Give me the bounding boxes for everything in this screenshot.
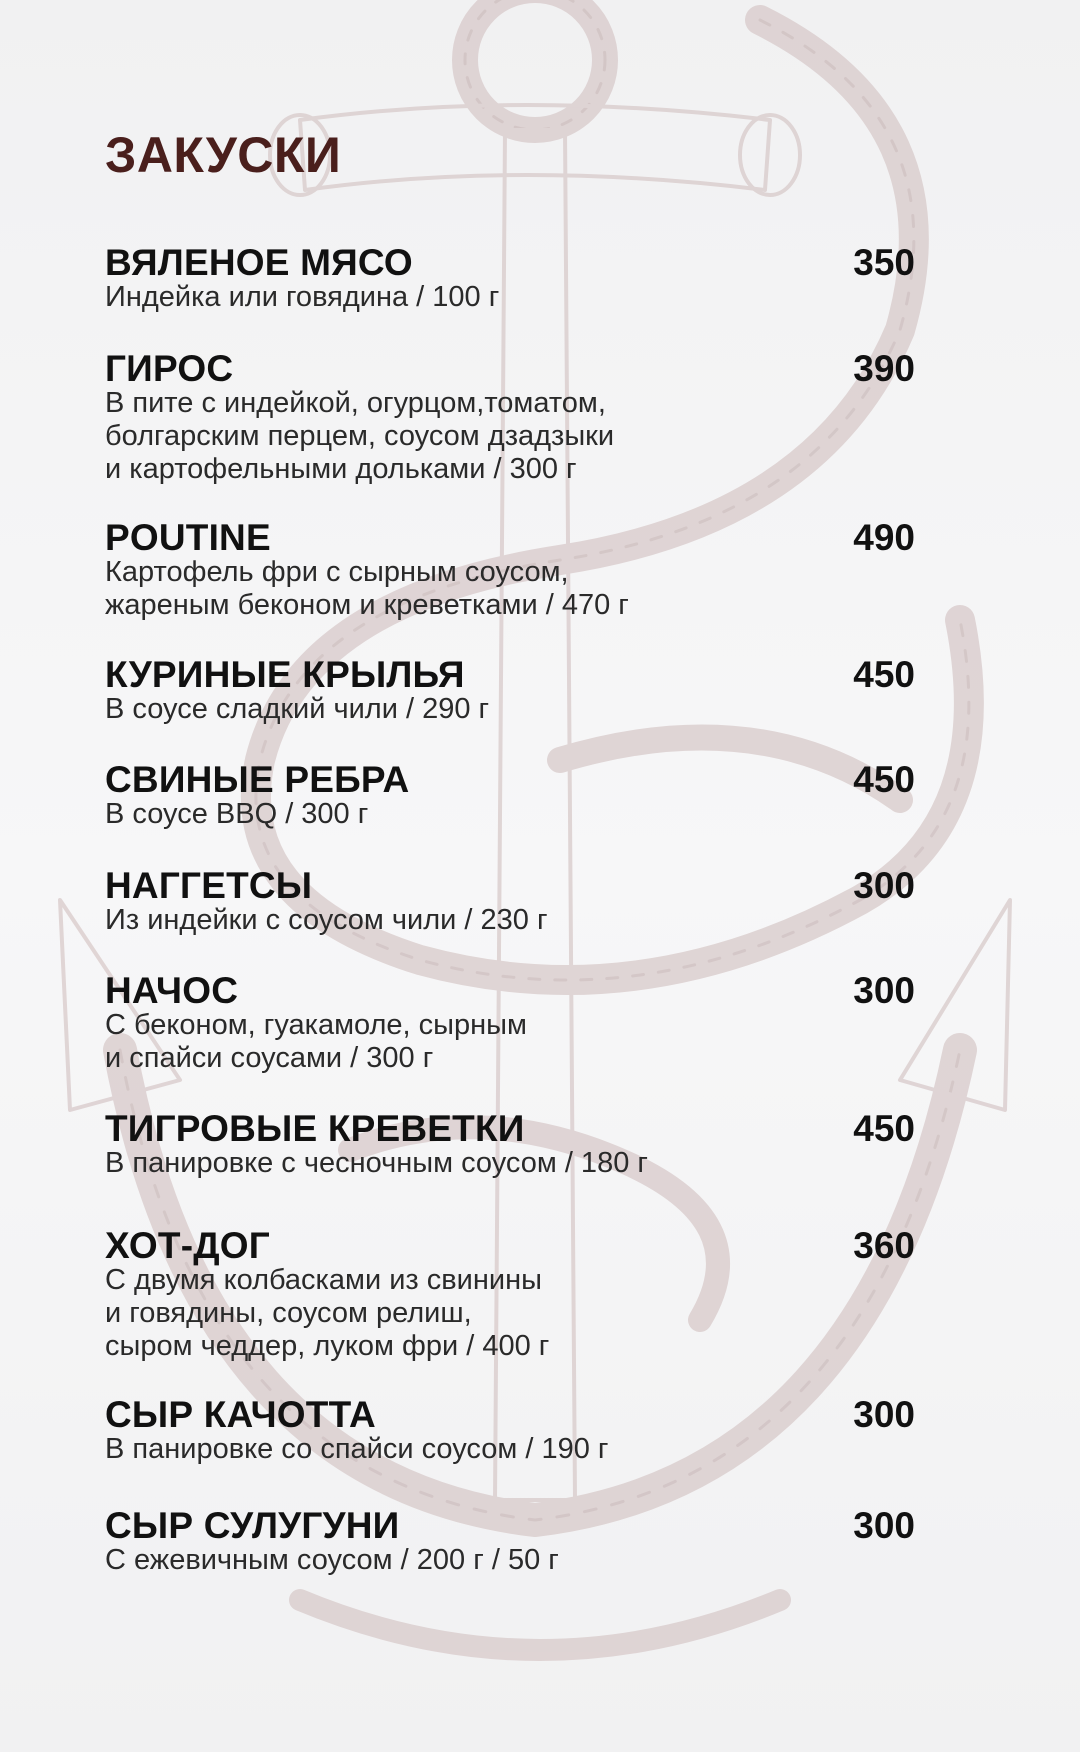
item-description: В панировке с чесночным соусом / 180 г — [105, 1147, 648, 1179]
item-name: ГИРОС — [105, 348, 234, 389]
item-description: В соусе сладкий чили / 290 г — [105, 693, 490, 725]
menu-item — [105, 349, 915, 486]
menu-item — [105, 866, 915, 937]
item-price: 300 — [853, 970, 915, 1011]
menu-item — [105, 1109, 915, 1180]
item-description: В соусе BBQ / 300 г — [105, 798, 369, 830]
item-name: СЫР СУЛУГУНИ — [105, 1505, 400, 1546]
item-price: 450 — [853, 759, 915, 800]
item-name: СЫР КАЧОТТА — [105, 1394, 376, 1435]
menu-item — [105, 655, 915, 726]
item-name: ВЯЛЕНОЕ МЯСО — [105, 242, 413, 283]
section-title: ЗАКУСКИ — [105, 127, 342, 183]
item-description: В панировке со спайси соусом / 190 г — [105, 1433, 609, 1465]
item-price: 490 — [853, 517, 915, 558]
item-description: С ежевичным соусом / 200 г / 50 г — [105, 1544, 559, 1576]
item-name: ХОТ-ДОГ — [105, 1225, 270, 1266]
item-description: Индейка или говядина / 100 г — [105, 281, 500, 313]
item-name: POUTINE — [105, 517, 271, 558]
item-price: 390 — [853, 348, 915, 389]
menu-item — [105, 1506, 915, 1577]
item-name: ТИГРОВЫЕ КРЕВЕТКИ — [105, 1108, 525, 1149]
item-price: 350 — [853, 242, 915, 283]
item-name: НАГГЕТСЫ — [105, 865, 313, 906]
item-price: 360 — [853, 1225, 915, 1266]
menu-item — [105, 518, 915, 622]
menu-item — [105, 1395, 915, 1466]
item-description: С беконом, гуакамоле, сырным и спайси соусами / 300 г — [105, 1009, 527, 1074]
item-price: 300 — [853, 1394, 915, 1435]
item-name: НАЧОС — [105, 970, 239, 1011]
item-name: КУРИНЫЕ КРЫЛЬЯ — [105, 654, 465, 695]
item-price: 450 — [853, 1108, 915, 1149]
item-description: Из индейки с соусом чили / 230 г — [105, 904, 548, 936]
menu-item — [105, 243, 915, 314]
item-name: СВИНЫЕ РЕБРА — [105, 759, 410, 800]
item-price: 450 — [853, 654, 915, 695]
item-description: С двумя колбасками из свинины и говядины, соусом релиш, сыром чеддер, луком фри / 400 г — [105, 1264, 550, 1362]
item-description: Картофель фри с сырным соусом, жареным беконом и креветками / 470 г — [105, 556, 629, 621]
item-price: 300 — [853, 865, 915, 906]
menu-item — [105, 760, 915, 831]
menu-item — [105, 971, 915, 1075]
item-price: 300 — [853, 1505, 915, 1546]
menu-item — [105, 1226, 915, 1363]
item-description: В пите с индейкой, огурцом,томатом, болгарским перцем, соусом дзадзыки и картофельными дольками / 300 г — [105, 387, 615, 485]
